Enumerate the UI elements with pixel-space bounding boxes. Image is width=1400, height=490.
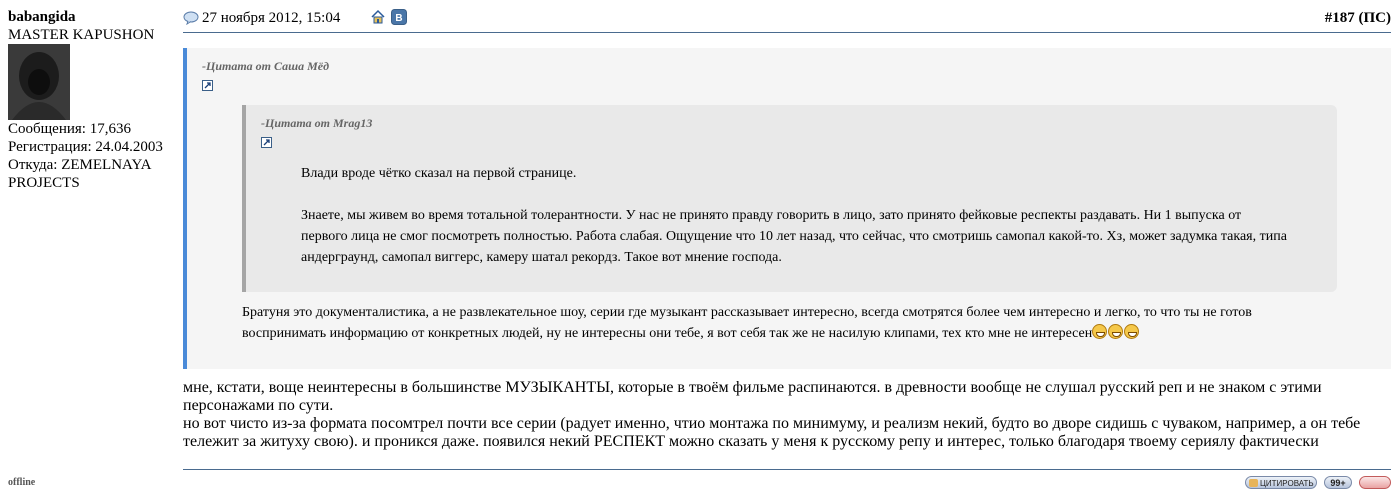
- post-number-value[interactable]: #187: [1324, 10, 1355, 26]
- reply-button[interactable]: [1359, 476, 1391, 489]
- quote-inner-line: Знаете, мы живем во время тотальной толерантности. У нас не принято правду говорить в лицо, зато принято фейковые респекты раздавать. Ни 1 выпуска от первого лица не смог посмотреть полностью. Работа слабая. Ощущение что 10 лет назад, что сейчас, что смотришь самопал какой-то. Хз, может задумка такая, типа андерграунд, самопал виггерс, камеру шатал рекордз. Такое вот мнение господа.: [301, 208, 1287, 265]
- multiquote-button[interactable]: 99+: [1324, 476, 1352, 489]
- comment-icon: [183, 11, 199, 25]
- home-icon[interactable]: [370, 9, 386, 25]
- quote-inner-header: -Цитата от Mrag13: [261, 116, 373, 130]
- quote-inner-body: [301, 163, 1291, 289]
- post-number[interactable]: [1325, 10, 1391, 27]
- user-title: MASTER KAPUSHON: [8, 27, 155, 43]
- user-info: [8, 8, 178, 192]
- quote-outer-body: [242, 302, 1272, 344]
- avatar[interactable]: [8, 44, 70, 120]
- post-message: [183, 379, 1383, 451]
- quote-outer-text: Братуня это документалистика, а не развлекательное шоу, серии где музыкант рассказывает интересно, всегда смотрятся более чем интересно и легко, то что ты не готов воспринимать информацию от конкретных людей, ну не интересны они тебе, я вот себя так же не насилую клипами, тех кто мне не интересен: [242, 305, 1252, 341]
- jump-to-post-icon[interactable]: [261, 137, 272, 148]
- quote-outer: [183, 48, 1391, 369]
- quote-inner: [242, 105, 1337, 292]
- jump-to-post-icon[interactable]: [202, 80, 213, 91]
- laugh-smiley-icon: [1124, 324, 1139, 339]
- user-location: Откуда: ZEMELNAYA PROJECTS: [8, 157, 151, 191]
- quote-button[interactable]: ЦИТИРОВАТЬ: [1245, 476, 1317, 489]
- laugh-smiley-icon: [1092, 324, 1107, 339]
- svg-text:В: В: [395, 13, 403, 24]
- post-footer: [183, 469, 1391, 489]
- post-header: [183, 8, 1391, 33]
- username[interactable]: babangida: [8, 9, 76, 25]
- vk-icon[interactable]: [391, 9, 407, 25]
- user-registered: Регистрация: 24.04.2003: [8, 139, 163, 155]
- message-paragraph: мне, кстати, воще неинтересны в большинстве МУЗЫКАНТЫ, которые в твоём фильме распинаются. в древности вообще не слушал русский реп и не знаком с этими персонажами по сути.: [183, 379, 1322, 414]
- message-paragraph: но вот чисто из-за формата посомтрел почти все серии (радует именно, чтио монтажа по минимуму, и реализм некий, будто во дворе сидишь с чуваком, например, а он тебе тележит за житуху свою). и проникся даже. появился некий РЕСПЕКТ можно сказать у меня к русскому репу и интерес, только благодаря твоему сериялу фактически: [183, 415, 1361, 450]
- post-date: 27 ноября 2012, 15:04: [202, 10, 341, 26]
- user-status: offline: [8, 477, 36, 488]
- user-post-count: Сообщения: 17,636: [8, 121, 131, 137]
- quote-outer-header: -Цитата от Саша Мёд: [202, 59, 330, 73]
- quote-inner-line: Влади вроде чётко сказал на первой странице.: [301, 166, 577, 181]
- ps-link[interactable]: (ПС): [1358, 10, 1391, 26]
- laugh-smiley-icon: [1108, 324, 1123, 339]
